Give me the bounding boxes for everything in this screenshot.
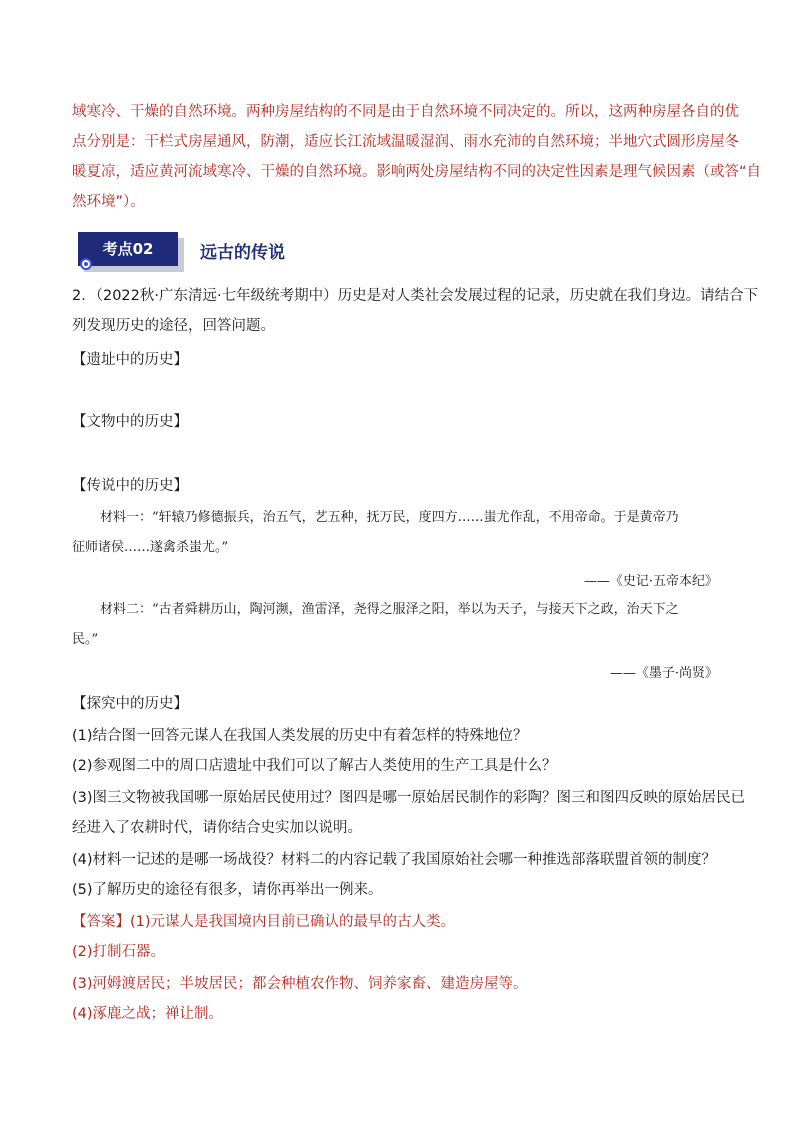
question-stem-line-1: 2．（2022秋·广东清远·七年级统考期中）历史是对人类社会发展过程的记录，历史就在我们身边。请结合下 (72, 288, 759, 304)
heading-explore-history: 【探究中的历史】 (72, 696, 188, 712)
question-4: (4)材料一记述的是哪一场战役？材料二的内容记载了我国原始社会哪一种推选部落联盟首领的制度？ (72, 852, 717, 868)
question-stem-line-2: 列发现历史的途径，回答问题。 (72, 318, 275, 334)
answer-label: 【答案】 (72, 914, 130, 930)
question-1: (1)结合图一回答元谋人在我国人类发展的历史中有着怎样的特殊地位？ (72, 728, 528, 744)
material-2-source: ——《墨子·尚贤》 (609, 666, 718, 681)
answer-3: (3)河姆渡居民；半坡居民；都会种植农作物、饲养家畜、建造房屋等。 (72, 976, 528, 992)
section-badge (78, 232, 186, 274)
intro-line-1: 域寒冷、干燥的自然环境。两种房屋结构的不同是由于自然环境不同决定的。所以，这两种房屋各自的优 (72, 104, 739, 120)
material-1-line-2: 征师诸侯……遂禽杀蚩尤。” (72, 540, 229, 555)
question-2: (2)参观图二中的周口店遗址中我们可以了解古人类使用的生产工具是什么？ (72, 758, 557, 774)
answer-2: (2)打制石器。 (72, 944, 166, 960)
material-2-line-2: 民。” (72, 632, 99, 647)
intro-line-3: 暖夏凉，适应黄河流域寒冷、干燥的自然环境。影响两处房屋结构不同的决定性因素是理气候因素（或答“自 (72, 164, 762, 180)
answer-4: (4)涿鹿之战；禅让制。 (72, 1006, 224, 1022)
material-1-line-1: 材料一：“轩辕乃修德振兵，治五气，艺五种，抚万民，度四方……蚩尤作乱，不用帝命。于是黄帝乃 (100, 510, 679, 525)
badge-label: 考点02 (78, 232, 178, 266)
heading-legend-history: 【传说中的历史】 (72, 478, 188, 494)
intro-line-4: 然环境”）。 (72, 194, 145, 210)
answer-1 (72, 912, 455, 932)
heading-relic-history: 【文物中的历史】 (72, 414, 188, 430)
question-5: (5)了解历史的途径有很多，请你再举出一例来。 (72, 882, 383, 898)
question-3-line-2: 经进入了农耕时代，请你结合史实加以说明。 (72, 820, 362, 836)
question-3-line-1: (3)图三文物被我国哪一原始居民使用过？图四是哪一原始居民制作的彩陶？图三和图四反映的原始居民已 (72, 790, 746, 806)
section-title: 远古的传说 (200, 243, 285, 263)
heading-site-history: 【遗址中的历史】 (72, 352, 188, 368)
material-1-source: ——《史记·五帝本纪》 (583, 574, 718, 589)
target-dot-icon (80, 258, 92, 270)
answer-1-text: (1)元谋人是我国境内目前已确认的最早的古人类。 (130, 914, 456, 930)
material-2-line-1: 材料二：“古者舜耕历山，陶河濒，渔雷泽，尧得之服泽之阳，举以为天子，与接天下之政，治天下之 (100, 602, 679, 617)
intro-line-2: 点分别是：干栏式房屋通风，防潮，适应长江流域温暖湿润、雨水充沛的自然环境；半地穴式圆形房屋冬 (72, 134, 739, 150)
